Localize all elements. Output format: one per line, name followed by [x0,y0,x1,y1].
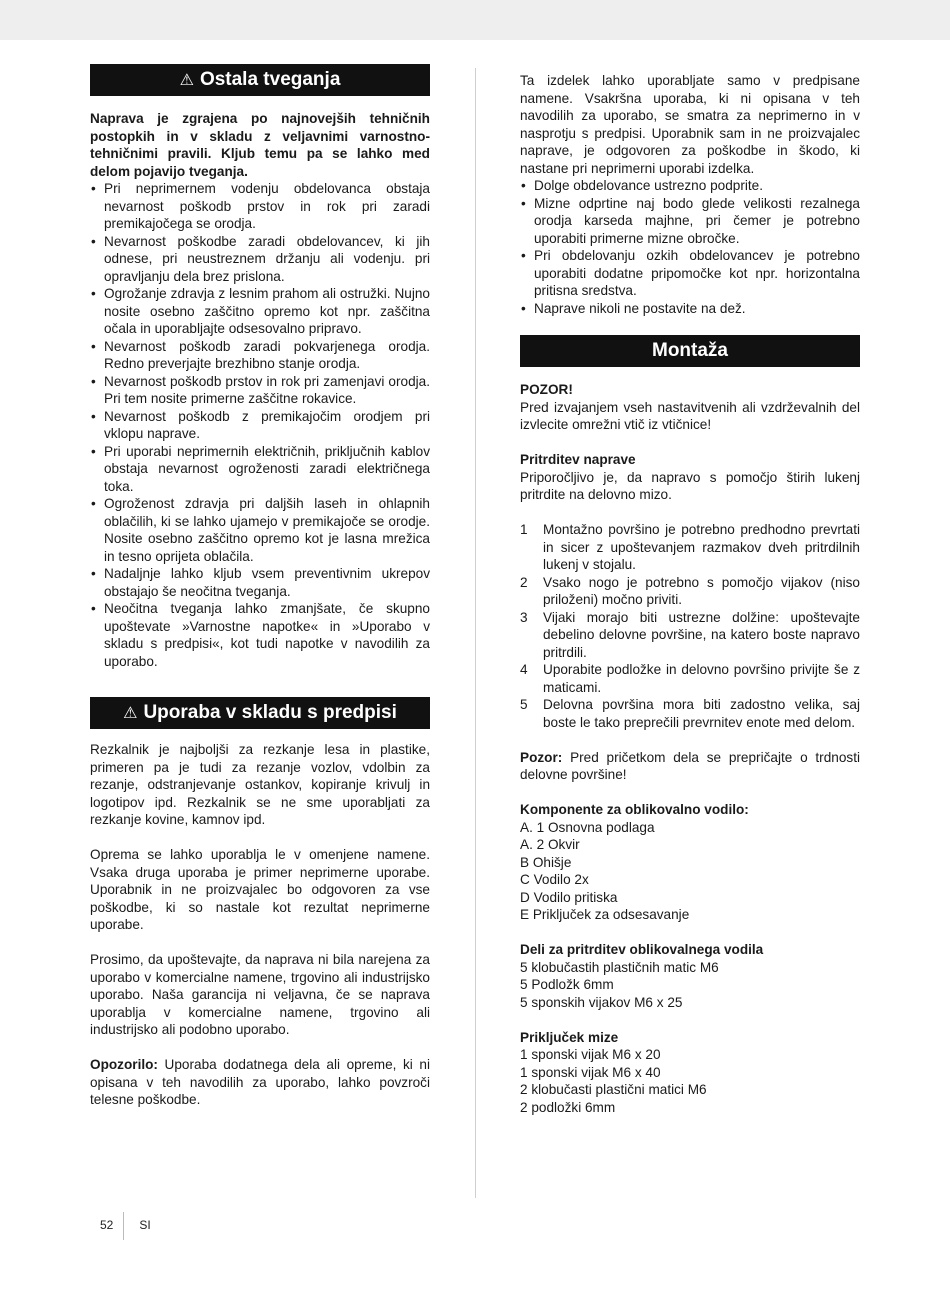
step-number: 5 [520,697,528,712]
use-paragraph-1: Rezkalnik je najboljši za rezkanje lesa in plastike, primeren pa je tudi za rezanje vozlov, vdolbin za rezanje, odstranjevanje ostankov, kopiranje krivulj in logotipov ipd. Rezkalnik se ne sme uporabljati za rezkanje kovine, kamnov ipd. [90,742,430,827]
mounting-steps [520,521,860,731]
list-item: 2 podložki 6mm [520,1099,616,1115]
column-divider [475,68,476,1198]
list-item: E Priključek za odsesavanje [520,907,690,922]
pozor-title: POZOR! [520,382,573,397]
section-heading-montaza [520,335,860,367]
right-column [520,72,860,1116]
warning-label: Opozorilo: [90,1057,158,1072]
left-column [90,64,430,1109]
list-item: 5 Podložk 6mm [520,977,614,992]
list-item: • Nevarnost poškodbe zaradi obdelovancev, ki jih odnese, pri neustreznem držanju ali vodenju. pri opravljanju dela brez prislona. [90,233,430,286]
list-item: • Ogrožanje zdravja z lesnim prahom ali ostružki. Nujno nosite osebno zaščitno opremo kot npr. zaščitna očala in uporabljajte odsesovalno pripravo. [90,285,430,338]
step-text: Uporabite podložke in delovno površino privijte še z maticami. [543,662,860,695]
top-band [0,0,950,40]
list-item: • Mizne odprtine naj bodo glede velikosti rezalnega orodja karseda majhne, pri čemer je potrebno uporabiti primerne mizne obročke. [520,195,860,248]
step-number: 3 [520,609,528,625]
list-item: A. 1 Osnovna podlaga [520,819,655,835]
list-item: 5 klobučastih plastičnih matic M6 [520,959,719,975]
list-item: • Pri obdelovanju ozkih obdelovancev je potrebno uporabiti dodatne pripomočke kot npr. horizontalna pritisna sredstva. [520,247,860,300]
list-item [520,574,860,609]
list-item: D Vodilo pritiska [520,889,618,905]
pozor2-label: Pozor: [520,749,563,765]
list-item: A. 2 Okvir [520,837,580,852]
step-text: Montažno površino je potrebno predhodno prevrtati in sicer z upoštevanjem razmakov dveh pritrdilnih lukenj v stojalu. [543,522,860,572]
list-item: • Pri uporabi neprimernih električnih, priključnih kablov obstaja nevarnost ogroženosti zaradi električnega toka. [90,443,430,496]
pritrditev-title: Pritrditev naprave [520,452,636,467]
warning-triangle-icon: ⚠ [123,705,138,722]
list-item: • Dolge obdelovance ustrezno podprite. [520,177,860,195]
section-heading-risks [90,64,430,96]
list-item: • Pri neprimernem vodenju obdelovanca obstaja nevarnost poškodb prstov in rok pri zaradi premikajočega se orodja. [90,180,430,233]
pozor2-text: Pred pričetkom dela se prepričajte o trdnosti delovne površine! [520,749,860,782]
list-item: • Nevarnost poškodb zaradi pokvarjenega orodja. Redno preverjajte brezhibno stanje orodja. [90,338,430,373]
step-number: 1 [520,522,528,537]
use-paragraph-2: Oprema se lahko uporablja le v omenjene namene. Vsaka druga uporaba je primer neprimerne uporabe. Uporabnik in ne proizvajalec bo odgovoren za vse poškodbe, ki so nastale kot rezultat neprimerne uporabe. [90,847,430,932]
step-number: 4 [520,662,528,677]
list-item: • Nevarnost poškodb prstov in rok pri zamenjavi orodja. Pri tem nosite primerne zaščitne rokavice. [90,373,430,408]
warning-text: Uporaba dodatnega dela ali opreme, ki ni opisana v teh navodilih za uporabo, lahko povzroči telesne poškodbe. [90,1057,430,1107]
list-item [520,521,860,574]
prikljucek-title: Priključek mize [520,1029,619,1045]
list-item: C Vodilo 2x [520,872,589,887]
page-footer [100,1218,151,1232]
list-item: 5 sponskih vijakov M6 x 25 [520,994,683,1010]
intended-use-intro: Ta izdelek lahko uporabljate samo v predpisane namene. Vsakršna uporaba, ki ni opisana v teh navodilih za uporabo, se smatra za neprimerno in v nasprotju s predpisi. Uporabnik sam in ne proizvajalec naprave, je odgovoren za poškodbe in škodo, ki nastane pri neprimerni uporabi izdelka. [520,73,860,176]
section-heading-use [90,697,430,729]
list-item: 1 sponski vijak M6 x 20 [520,1047,661,1062]
list-item: • Nevarnost poškodb z premikajočim orodjem pri vklopu naprave. [90,408,430,443]
warning-paragraph [90,1056,430,1109]
komponente-title: Komponente za oblikovalno vodilo: [520,802,749,817]
risks-title: Ostala tveganja [199,69,341,90]
list-item: • Naprave nikoli ne postavite na dež. [520,300,860,318]
page-number: 52 [100,1218,114,1232]
list-item: • Neočitna tveganja lahko zmanjšate, če skupno upoštevate »Varnostne napotke« in »Uporabo v skladu s predpisi«, kot tudi napotke v navodilih za uporabo. [90,600,430,670]
step-text: Delovna površina mora biti zadostno velika, saj boste le tako preprečili prevrnitev enote med delom. [543,697,860,730]
list-item [520,609,860,662]
language-code: SI [139,1218,151,1232]
risks-intro: Naprava je zgrajena po najnovejših tehničnih postopkih in v skladu z veljavnimi varnostno- tehničnimi pravili. Kljub temu pa se lahko med delom pojavijo tveganja. [90,111,430,179]
warning-triangle-icon: ⚠ [179,72,194,89]
pritrditev-text: Priporočljivo je, da napravo s pomočjo štirih lukenj pritrdite na delovno mizo. [520,469,860,502]
list-item: • Nadaljnje lahko kljub vsem preventivnim ukrepov obstajajo še neočitna tveganja. [90,565,430,600]
use-title: Uporaba v skladu s predpisi [143,702,397,723]
step-text: Vijaki morajo biti ustrezne dolžine: upoštevajte debelino delovne površine, na katero boste napravo pritrdili. [543,609,860,660]
intended-use-list [520,177,860,317]
step-number: 2 [520,574,528,590]
list-item: B Ohišje [520,854,572,870]
step-text: Vsako nogo je potrebno s pomočjo vijakov (niso priloženi) močno priviti. [543,574,860,607]
list-item: • Ogroženost zdravja pri daljših laseh in ohlapnih oblačilih, ki se lahko ujamejo v premikajoče se orodje. Nosite osebno zaščitno opremo kot je lasna mrežica in tesno oprijeta oblačila. [90,495,430,565]
list-item [520,696,860,731]
list-item [520,661,860,696]
deli-title: Deli za pritrditev oblikovalnega vodila [520,942,764,957]
montaza-title: Montaža [652,340,728,361]
pozor2-paragraph [520,749,860,784]
pozor-text: Pred izvajanjem vseh nastavitvenih ali vzdrževalnih del izvlecite omrežni vtič iz vtičnice! [520,399,860,432]
footer-divider [123,1212,124,1240]
list-item: 2 klobučasti plastični matici M6 [520,1082,707,1097]
use-paragraph-3: Prosimo, da upoštevajte, da naprava ni bila narejena za uporabo v komercialne namene, trgovino ali industrijsko uporabo. Naša garancija ni veljavna, če se naprava uporablja v komercialne namene, trgovino ali industrijsko ali podobno uporabo. [90,952,430,1037]
risks-list [90,180,430,670]
list-item: 1 sponski vijak M6 x 40 [520,1064,661,1080]
